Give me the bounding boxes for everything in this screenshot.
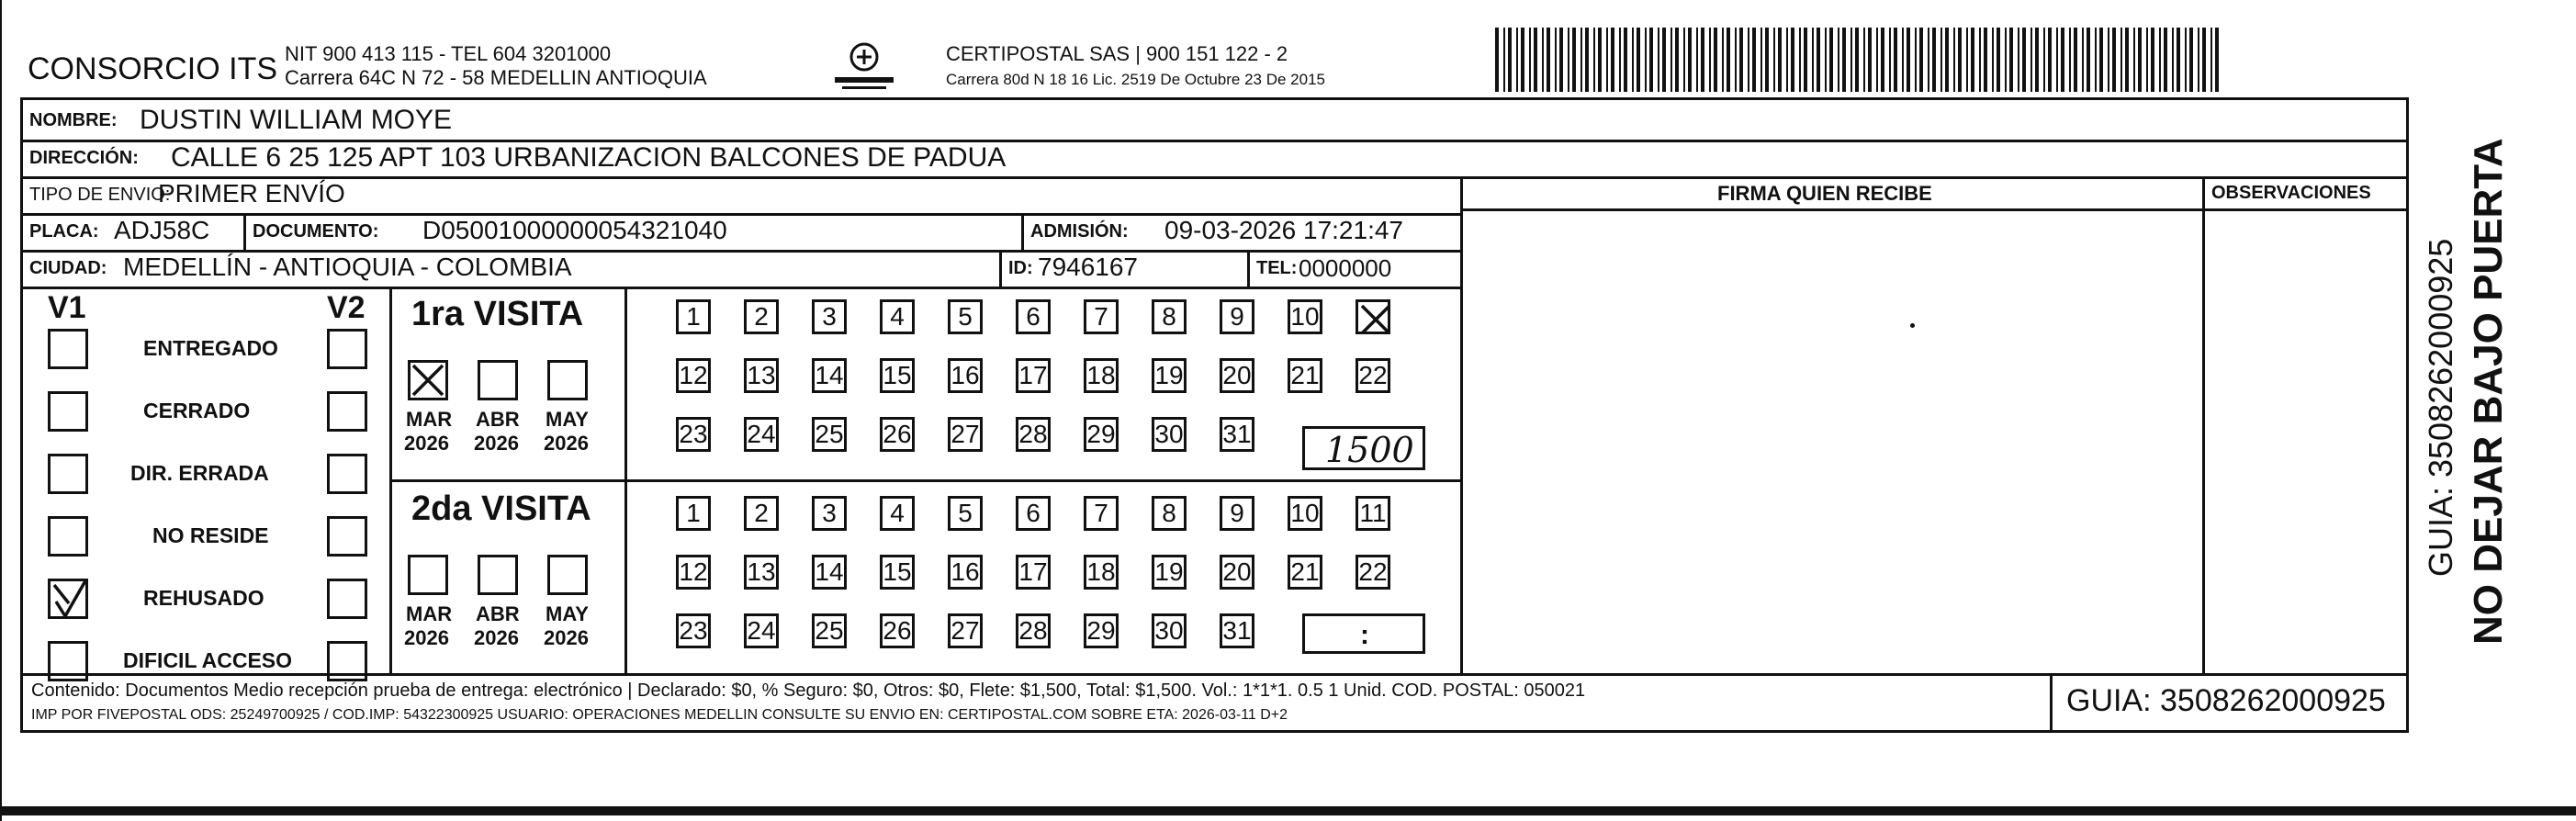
visit1-day-13[interactable]: 13 [744, 358, 779, 393]
visit2-day-21[interactable]: 21 [1288, 555, 1322, 590]
barcode-bar [1670, 28, 1672, 92]
visit2-month-year: 2026 [544, 626, 589, 649]
barcode-bar [2095, 28, 2097, 92]
barcode-bar [2146, 28, 2148, 92]
barcode-bar [1598, 28, 1602, 92]
barcode-bar [1984, 28, 1987, 92]
barcode-bar [1804, 28, 1807, 92]
visit2-day-24[interactable]: 24 [744, 613, 779, 648]
visit2-month-label: MAR [406, 602, 453, 625]
visit1-day-3[interactable]: 3 [812, 299, 847, 334]
barcode-bar [2215, 28, 2219, 92]
visit2-day-20[interactable]: 20 [1220, 555, 1254, 590]
barcode-bar [1829, 28, 1833, 92]
barcode-bar [1881, 28, 1884, 92]
visit1-day-2[interactable]: 2 [744, 299, 779, 334]
barcode-bar [1675, 28, 1679, 92]
v1-checkbox-checked[interactable] [48, 579, 88, 619]
tel-value: 0000000 [1299, 254, 1392, 282]
id-value: 7946167 [1038, 253, 1139, 281]
visit1-day-28[interactable]: 28 [1016, 417, 1051, 452]
barcode-bar [2074, 28, 2077, 92]
signature-mark [1910, 323, 1915, 328]
barcode-bar [2009, 28, 2013, 92]
barcode-bar [2185, 28, 2187, 92]
barcode-bar [2112, 28, 2116, 92]
ciudad-label: CIUDAD: [29, 258, 107, 278]
visit1-day-18[interactable]: 18 [1084, 358, 1119, 393]
bottom-rule [0, 806, 2576, 815]
barcode-bar [1580, 28, 1582, 92]
ciudad-value: MEDELLÍN - ANTIOQUIA - COLOMBIA [123, 253, 572, 281]
barcode-bar [1606, 28, 1608, 92]
footer-guia: GUIA: 3508262000925 [2066, 683, 2386, 718]
barcode-bar [1559, 28, 1563, 92]
barcode-bar [2087, 28, 2090, 92]
visit1-day-5[interactable]: 5 [948, 299, 983, 334]
observaciones-header: OBSERVACIONES [2211, 183, 2371, 203]
barcode-bar [1611, 28, 1614, 92]
barcode-bar [1971, 28, 1974, 92]
nombre-label: NOMBRE: [29, 110, 118, 130]
visit2-day-27[interactable]: 27 [948, 613, 983, 648]
tel-label: TEL: [1256, 258, 1298, 278]
visit2-day-1[interactable]: 1 [676, 496, 711, 531]
barcode-bar [1894, 28, 1897, 92]
visit1-day-14[interactable]: 14 [812, 358, 847, 393]
barcode-bar [1868, 28, 1872, 92]
barcode-bar [1658, 28, 1659, 92]
direccion-value: CALLE 6 25 125 APT 103 URBANIZACION BALCONES DE PADUA [171, 142, 1007, 173]
visit1-day-12[interactable]: 12 [676, 358, 711, 393]
visit1-day-21[interactable]: 21 [1288, 358, 1322, 393]
visit2-day-28[interactable]: 28 [1016, 613, 1051, 648]
visit1-day-15[interactable]: 15 [880, 358, 915, 393]
visit2-day-4[interactable]: 4 [880, 496, 915, 531]
side-warning: NO DEJAR BAJO PUERTA [2466, 138, 2511, 645]
barcode-bar [2043, 28, 2045, 92]
barcode-bar [1508, 28, 1512, 92]
barcode-bar [2164, 28, 2167, 92]
barcode-bar [2189, 28, 2193, 92]
visit2-day-26[interactable]: 26 [880, 613, 915, 648]
v2-checkbox[interactable] [327, 516, 367, 557]
placa-label: PLACA: [29, 221, 99, 242]
carrier-line: CERTIPOSTAL SAS | 900 151 122 - 2 [946, 42, 1288, 65]
visit2-day-30[interactable]: 30 [1152, 613, 1187, 648]
barcode-bar [2210, 28, 2212, 92]
barcode-bar [1997, 28, 2000, 92]
v1-checkbox[interactable] [48, 391, 88, 432]
barcode-bar [2138, 28, 2142, 92]
visit2-month-checkbox[interactable] [478, 555, 518, 595]
barcode-bar [1773, 28, 1775, 92]
visit2-day-8[interactable]: 8 [1152, 496, 1187, 531]
visit1-day-22[interactable]: 22 [1355, 358, 1390, 393]
visit2-day-6[interactable]: 6 [1016, 496, 1051, 531]
barcode-bar [1992, 28, 1994, 92]
barcode-bar [2069, 28, 2071, 92]
barcode-bar [1739, 28, 1743, 92]
barcode-bar [1529, 28, 1531, 92]
barcode-bar [1799, 28, 1801, 92]
visit1-day-19[interactable]: 19 [1152, 358, 1187, 393]
visit2-time-box[interactable] [1302, 613, 1425, 654]
barcode-bar [1863, 28, 1865, 92]
barcode-bar [2108, 28, 2109, 92]
barcode-bar [1683, 28, 1685, 92]
visit1-day-9[interactable]: 9 [1220, 299, 1254, 334]
barcode-bar [1688, 28, 1692, 92]
direccion-label: DIRECCIÓN: [29, 148, 139, 168]
barcode-bar [2035, 28, 2039, 92]
footer-contenido: Contenido: Documentos Medio recepción prueba de entrega: electrónico | Declarado: $0, % Seguro: $0, Otros: $0, Flete: $1,500, Total: $1,500. Vol.: 1*1*1. 0.5 1 Unid. COD. POSTAL: 050021 [31, 680, 1586, 701]
v1-checkbox[interactable] [48, 454, 88, 494]
visit2-day-31[interactable]: 31 [1220, 613, 1254, 648]
visit2-day-11[interactable]: 11 [1355, 496, 1390, 531]
visit1-month-checkbox[interactable] [478, 360, 518, 400]
side-guia: GUIA: 3508262000925 [2422, 238, 2459, 577]
visit2-day-7[interactable]: 7 [1084, 496, 1119, 531]
barcode-bar [1889, 28, 1891, 92]
visit1-time: 1500 [1325, 430, 1414, 470]
barcode-bar [1876, 28, 1878, 92]
visit2-day-14[interactable]: 14 [812, 555, 847, 590]
barcode-bar [1709, 28, 1711, 92]
placa-value: ADJ58C [114, 216, 210, 244]
admision-label: ADMISIÓN: [1030, 221, 1129, 242]
barcode-bar [2061, 28, 2064, 92]
visit2-time: : [1360, 620, 1369, 650]
barcode-bar [2030, 28, 2032, 92]
visit1-month-year: 2026 [474, 432, 519, 455]
status-label: DIR. ERRADA [130, 461, 269, 485]
barcode-bar [1735, 28, 1737, 92]
barcode-bar [1619, 28, 1621, 92]
status-label: ENTREGADO [143, 336, 278, 360]
visit1-day-10[interactable]: 10 [1288, 299, 1322, 334]
barcode-bar [1928, 28, 1929, 92]
barcode-bar [1932, 28, 1936, 92]
tipo-value: PRIMER ENVÍO [158, 179, 345, 208]
barcode-bar [1585, 28, 1589, 92]
visit2-month-checkbox[interactable] [408, 555, 448, 595]
barcode-bar [1696, 28, 1698, 92]
visit2-month-label: MAY [546, 602, 589, 625]
barcode-bar [1632, 28, 1634, 92]
barcode-bar [2151, 28, 2154, 92]
visit2-day-12[interactable]: 12 [676, 555, 711, 590]
visit2-day-25[interactable]: 25 [812, 613, 847, 648]
barcode-bar [1714, 28, 1717, 92]
visit2-day-5[interactable]: 5 [948, 496, 983, 531]
status-label: NO RESIDE [152, 523, 269, 547]
carrier-address: Carrera 80d N 18 16 Lic. 2519 De Octubre 23 De 2015 [946, 71, 1325, 88]
barcode-bar [2022, 28, 2026, 92]
barcode-bar [1495, 28, 1499, 92]
status-label: CERRADO [143, 399, 251, 422]
barcode-bar [2202, 28, 2206, 92]
barcode-bar [2159, 28, 2161, 92]
barcode-bar [2177, 28, 2180, 92]
barcode-bar [1915, 28, 1917, 92]
visit2-day-16[interactable]: 16 [948, 555, 983, 590]
barcode-bar [1645, 28, 1647, 92]
barcode-bar [2133, 28, 2135, 92]
visit1-day-16[interactable]: 16 [948, 358, 983, 393]
barcode-bar [1979, 28, 1981, 92]
firma-header: FIRMA QUIEN RECIBE [1717, 182, 1932, 205]
visit2-day-19[interactable]: 19 [1152, 555, 1187, 590]
visit1-day-4[interactable]: 4 [880, 299, 915, 334]
visit1-day-1[interactable]: 1 [676, 299, 711, 334]
barcode-bar [2120, 28, 2122, 92]
visit2-month-year: 2026 [404, 626, 449, 649]
visit1-day-29[interactable]: 29 [1084, 417, 1119, 452]
barcode-bar [1521, 28, 1524, 92]
visit2-day-3[interactable]: 3 [812, 496, 847, 531]
admision-value: 09-03-2026 17:21:47 [1164, 216, 1403, 244]
left-edge [0, 0, 2, 821]
barcode-bar [1662, 28, 1666, 92]
barcode-bar [1748, 28, 1749, 92]
barcode-bar [1547, 28, 1550, 92]
barcode-bar [2198, 28, 2199, 92]
barcode-bar [1555, 28, 1557, 92]
barcode-bar [1958, 28, 1962, 92]
barcode-bar [1701, 28, 1704, 92]
nombre-value: DUSTIN WILLIAM MOYE [140, 105, 453, 135]
visit1-day-30[interactable]: 30 [1152, 417, 1187, 452]
v2-checkbox[interactable] [327, 641, 367, 681]
barcode-bar [1503, 28, 1505, 92]
visit1-day-17[interactable]: 17 [1016, 358, 1051, 393]
visit2-day-10[interactable]: 10 [1288, 496, 1322, 531]
barcode-bar [1825, 28, 1827, 92]
v1-checkbox[interactable] [48, 516, 88, 557]
v1-label: V1 [48, 290, 86, 325]
barcode-bar [1516, 28, 1518, 92]
visit1-day-11[interactable] [1355, 299, 1390, 334]
visit1-month-year: 2026 [404, 432, 449, 455]
documento-value: D05001000000054321040 [422, 216, 727, 244]
barcode-bar [1637, 28, 1640, 92]
barcode-bar [1907, 28, 1910, 92]
visit1-day-26[interactable]: 26 [880, 417, 915, 452]
barcode-bar [1812, 28, 1814, 92]
barcode-bar [1786, 28, 1788, 92]
visit2-day-9[interactable]: 9 [1220, 496, 1254, 531]
barcode-bar [1534, 28, 1537, 92]
barcode-bar [2048, 28, 2052, 92]
barcode-bar [1778, 28, 1782, 92]
visit2-day-17[interactable]: 17 [1016, 555, 1051, 590]
visit1-day-27[interactable]: 27 [948, 417, 983, 452]
visit2-day-13[interactable]: 13 [744, 555, 779, 590]
v2-checkbox[interactable] [327, 454, 367, 494]
barcode-bar [2018, 28, 2019, 92]
barcode-bar [1953, 28, 1955, 92]
barcode-bar [1838, 28, 1839, 92]
barcode-bar [2056, 28, 2058, 92]
barcode-bar [1722, 28, 1724, 92]
barcode-bar [1902, 28, 1904, 92]
visit1-time-box[interactable] [1302, 426, 1425, 470]
barcode-bar [1791, 28, 1794, 92]
visit2-title: 2da VISITA [411, 489, 591, 528]
barcode-bar [2172, 28, 2174, 92]
company-address: Carrera 64C N 72 - 58 MEDELLIN ANTIOQUIA [285, 66, 707, 89]
visit1-month-label: ABR [476, 408, 520, 431]
barcode-bar [1624, 28, 1627, 92]
barcode-bar [1855, 28, 1859, 92]
barcode-bar [1966, 28, 1968, 92]
v2-checkbox[interactable] [327, 391, 367, 432]
barcode-bar [1817, 28, 1820, 92]
v1-checkbox[interactable] [48, 329, 88, 369]
barcode [1495, 28, 2222, 92]
visit1-month-label: MAR [406, 408, 453, 431]
v2-checkbox[interactable] [327, 579, 367, 619]
visit2-month-label: ABR [476, 602, 520, 625]
barcode-bar [1752, 28, 1756, 92]
barcode-bar [1727, 28, 1730, 92]
barcode-bar [2005, 28, 2007, 92]
visit1-month-checkbox[interactable] [547, 360, 588, 400]
barcode-bar [1760, 28, 1762, 92]
side-text [2424, 129, 2525, 643]
visit1-day-24[interactable]: 24 [744, 417, 779, 452]
visit2-day-18[interactable]: 18 [1084, 555, 1119, 590]
visit1-month-year: 2026 [544, 432, 589, 455]
visit1-day-23[interactable]: 23 [676, 417, 711, 452]
barcode-bar [1945, 28, 1949, 92]
visit1-day-25[interactable]: 25 [812, 417, 847, 452]
visit1-day-7[interactable]: 7 [1084, 299, 1119, 334]
visit1-day-8[interactable]: 8 [1152, 299, 1187, 334]
visit2-day-23[interactable]: 23 [676, 613, 711, 648]
barcode-bar [1593, 28, 1595, 92]
visit1-title: 1ra VISITA [411, 295, 584, 333]
barcode-bar [1850, 28, 1852, 92]
visit1-day-20[interactable]: 20 [1220, 358, 1254, 393]
visit2-day-2[interactable]: 2 [744, 496, 779, 531]
v2-checkbox[interactable] [327, 329, 367, 369]
visit1-day-31[interactable]: 31 [1220, 417, 1254, 452]
barcode-bar [2125, 28, 2129, 92]
barcode-bar [1572, 28, 1576, 92]
tipo-label: TIPO DE ENVIO: [29, 185, 171, 205]
company-name: CONSORCIO ITS [28, 51, 278, 86]
barcode-bar [1568, 28, 1569, 92]
company-nit: NIT 900 413 115 - TEL 604 3201000 [285, 42, 612, 65]
status-label: REHUSADO [143, 586, 264, 610]
v1-checkbox[interactable] [48, 641, 88, 681]
visit2-month-year: 2026 [474, 626, 519, 649]
documento-label: DOCUMENTO: [253, 221, 379, 242]
barcode-bar [2099, 28, 2103, 92]
v2-label: V2 [327, 290, 366, 325]
barcode-bar [1542, 28, 1544, 92]
status-label: DIFICIL ACCESO [123, 648, 293, 672]
visit2-day-15[interactable]: 15 [880, 555, 915, 590]
footer-imp: IMP POR FIVEPOSTAL ODS: 25249700925 / COD.IMP: 54322300925 USUARIO: OPERACIONES MEDELLIN CONSULTE SU ENVIO EN: CERTIPOSTAL.COM SOBRE ETA: 2026-03-11 D+2 [31, 707, 1288, 723]
visit2-day-22[interactable]: 22 [1355, 555, 1390, 590]
id-label: ID: [1008, 258, 1033, 278]
barcode-bar [1940, 28, 1942, 92]
visit1-day-6[interactable]: 6 [1016, 299, 1051, 334]
visit1-month-label: MAY [546, 408, 589, 431]
barcode-bar [1765, 28, 1769, 92]
barcode-bar [2082, 28, 2084, 92]
visit2-month-checkbox[interactable] [547, 555, 588, 595]
barcode-bar [1842, 28, 1846, 92]
barcode-bar [1649, 28, 1653, 92]
visit1-month-checkbox[interactable] [408, 360, 448, 400]
barcode-bar [1919, 28, 1923, 92]
certipostal-logo [831, 40, 897, 92]
visit2-day-29[interactable]: 29 [1084, 613, 1119, 648]
